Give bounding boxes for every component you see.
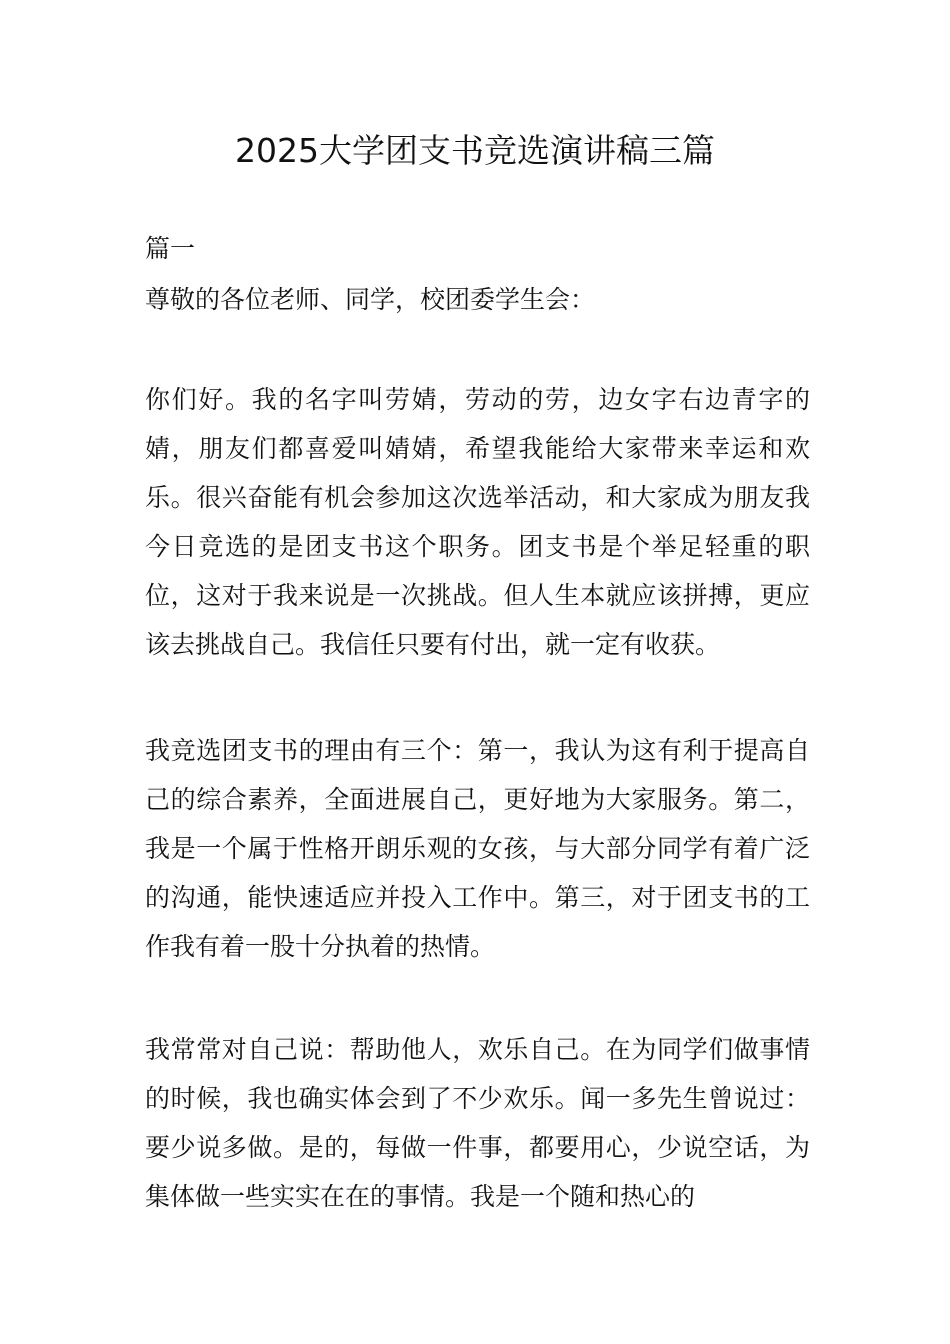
paragraph-motto: 我常常对自己说：帮助他人，欢乐自己。在为同学们做事情的时候，我也确实体会到了不少欢乐。闻一多先生曾说过：要少说多做。是的，每做一件事，都要用心，少说空话，为集体做一些实实在在的事情。我是一个随和热心的	[145, 1035, 810, 1211]
section-label: 篇一	[145, 234, 196, 263]
document-title: 2025大学团支书竞选演讲稿三篇	[235, 131, 715, 170]
paragraph-reasons: 我竞选团支书的理由有三个：第一，我认为这有利于提高自己的综合素养，全面进展自己，更好地为大家服务。第二，我是一个属于性格开朗乐观的女孩，与大部分同学有着广泛的沟通，能快速适应并投入工作中。第三，对于团支书的工作我有着一股十分执着的热情。	[145, 736, 810, 961]
paragraph-introduction: 你们好。我的名字叫劳婧，劳动的劳，边女字右边青字的婧，朋友们都喜爱叫婧婧，希望我能给大家带来幸运和欢乐。很兴奋能有机会参加这次选举活动，和大家成为朋友我今日竞选的是团支书这个职务。团支书是个举足轻重的职位，这对于我来说是一次挑战。但人生本就应该拼搏，更应该去挑战自己。我信任只要有付出，就一定有收获。	[145, 385, 810, 659]
salutation: 尊敬的各位老师、同学，校团委学生会：	[145, 285, 596, 314]
